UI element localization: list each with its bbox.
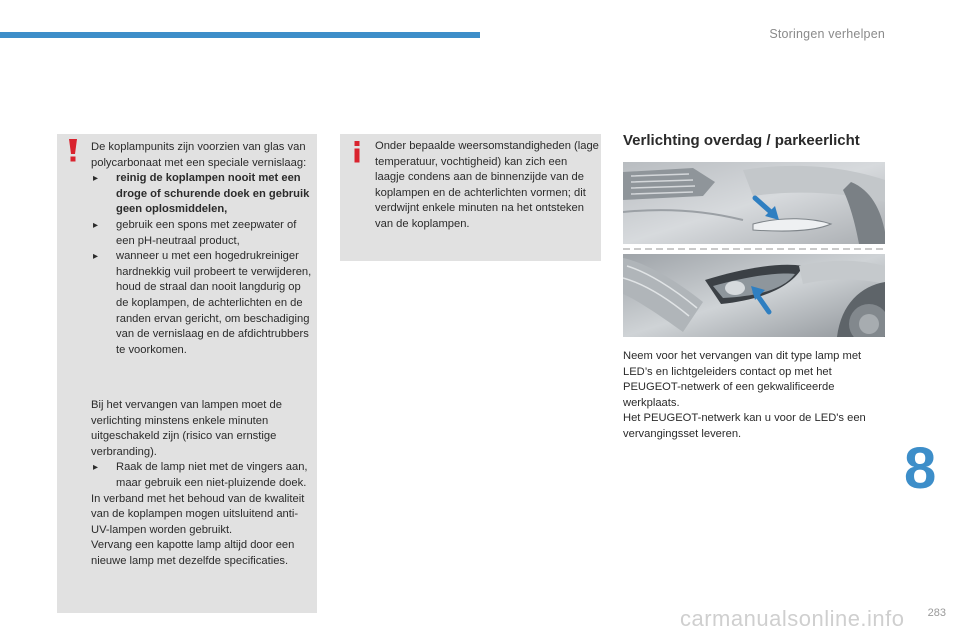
bullet-glyph: ▸ <box>93 219 99 231</box>
info-icon <box>351 140 363 164</box>
main-text <box>623 349 888 443</box>
exclamation-icon <box>66 137 80 163</box>
headlight-photos <box>623 162 885 337</box>
warning-bullet: ▸ Raak de lamp niet met de vingers aan, maar gebruik een niet-pluizende doek. <box>93 461 308 489</box>
page-number: 283 <box>927 607 946 619</box>
warning-para-4: Vervang een kapotte lamp altijd door een nieuwe lamp met dezelfde specificaties. <box>91 539 295 567</box>
main-para-1: Neem voor het vervangen van dit type lamp met LED’s en lichtgeleiders contact op met het PEUGEOT-netwerk of een gekwalificeerde werkplaats. <box>623 350 862 409</box>
chapter-number: 8 <box>904 436 937 501</box>
warning-bullet: ▸ wanneer u met een hogedrukreiniger hardnekkig vuil probeert te verwijderen, houd de straal dan nooit langdurig op de koplampen, de achterlichten en de randen ervan gericht, om beschadiging van de vernislaag en de afdichtrubbers te voorkomen. <box>93 250 312 356</box>
watermark: carmanualsonline.info <box>680 606 905 631</box>
section-heading: Verlichting overdag / parkeerlicht <box>623 132 860 149</box>
warning-text-2 <box>91 398 313 570</box>
header-accent-bar <box>0 32 480 38</box>
section-title: Storingen verhelpen <box>769 27 885 41</box>
bullet-glyph: ▸ <box>93 462 99 474</box>
warning-text <box>91 140 313 358</box>
warning-para-3: In verband met het behoud van de kwaliteit van de koplampen mogen uitsluitend anti-UV-lampen worden gebruikt. <box>91 492 305 536</box>
warning-bullet: ▸ gebruik een spons met zeepwater of een pH-neutraal product, <box>93 218 297 247</box>
bullet-glyph: ▸ <box>93 173 99 185</box>
warning-para-2: Bij het vervangen van lampen moet de verlichting minstens enkele minuten uitgeschakeld zijn (risico van ernstige verbranding). <box>91 399 282 458</box>
bullet-glyph: ▸ <box>93 251 99 263</box>
info-text: Onder bepaalde weersomstandigheden (lage temperatuur, vochtigheid) kan zich een laagje condens aan de binnenzijde van de koplampen en de achterlichten vormen; dit verdwijnt enkele minuten na het ontsteken van de koplampen. <box>375 140 599 230</box>
main-para-2: Het PEUGEOT-netwerk kan u voor de LED's een vervangingsset leveren. <box>623 412 866 440</box>
warning-intro: De koplampunits zijn voorzien van glas van polycarbonaat met een speciale vernislaag: <box>91 141 307 169</box>
warning-bullet: ▸ reinig de koplampen nooit met een droge of schurende doek en gebruik geen oplosmiddelen, <box>93 172 310 216</box>
